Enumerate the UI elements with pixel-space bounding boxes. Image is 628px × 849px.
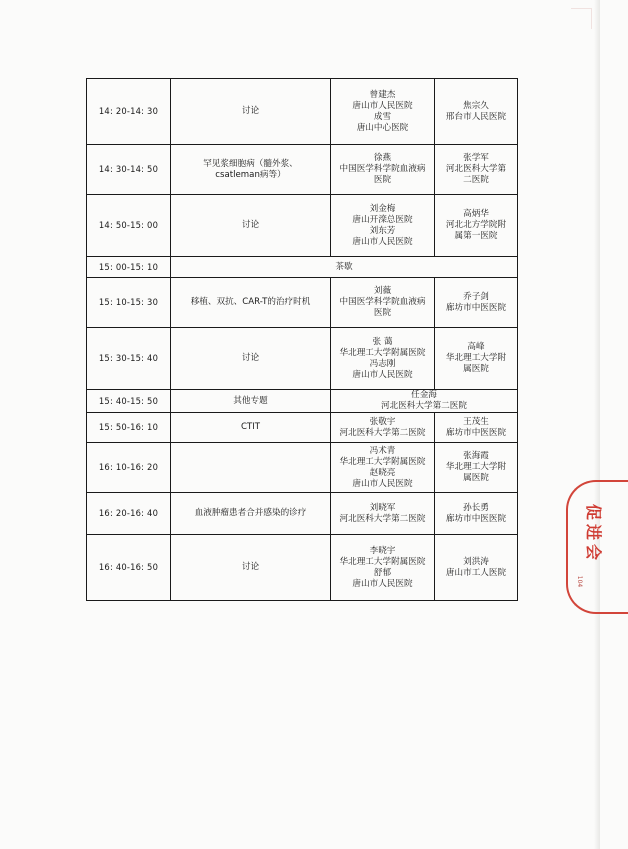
chair-cell-line: 华北理工大学附 bbox=[445, 353, 507, 363]
time-slot: 15: 40-15: 50 bbox=[87, 390, 171, 413]
page-edge bbox=[594, 0, 600, 849]
time-slot: 16: 40-16: 50 bbox=[87, 535, 171, 601]
speaker-cell bbox=[331, 413, 435, 443]
time-slot: 14: 30-14: 50 bbox=[87, 145, 171, 195]
speaker-cell-line: 唐山市人民医院 bbox=[352, 478, 413, 489]
speaker-cell-line: 唐山市人民医院 bbox=[352, 236, 413, 247]
speaker-cell-line: 中国医学科学院血液病 bbox=[339, 297, 426, 307]
table-row bbox=[87, 390, 518, 413]
speaker-cell-line: 赵晓亮 bbox=[369, 467, 396, 478]
chair-cell-line: 廊坊市中医医院 bbox=[445, 513, 507, 524]
chair-cell bbox=[435, 443, 518, 493]
speaker-cell-line: 张敬宇 bbox=[369, 416, 396, 427]
speaker-cell bbox=[331, 328, 435, 390]
topic-cell bbox=[171, 79, 331, 145]
seal-number: 104 bbox=[576, 575, 584, 588]
chair-cell-line: 廊坊市中医医院 bbox=[445, 302, 507, 313]
corner-mark bbox=[571, 8, 592, 29]
chair-cell bbox=[435, 145, 518, 195]
chair-cell-line: 王茂生 bbox=[463, 416, 489, 427]
table-row bbox=[87, 257, 518, 278]
chair-cell-line: 焦宗久 bbox=[463, 100, 489, 111]
speaker-cell bbox=[331, 195, 435, 257]
chair-cell bbox=[435, 328, 518, 390]
speaker-cell-line: 刘金梅 bbox=[369, 203, 396, 214]
chair-cell bbox=[435, 535, 518, 601]
topic-cell bbox=[171, 535, 331, 601]
red-seal-stamp bbox=[566, 480, 628, 614]
speaker-cell-line: 河北医科大学第二医院 bbox=[339, 513, 426, 524]
table-row bbox=[87, 195, 518, 257]
speaker-cell-line: 华北理工大学附属医院 bbox=[339, 347, 426, 358]
topic-cell-line: CTIT bbox=[240, 422, 261, 432]
chair-cell-line: 邢台市人民医院 bbox=[445, 111, 507, 122]
schedule-table bbox=[86, 78, 518, 601]
speaker-cell-line: 唐山市人民医院 bbox=[352, 369, 413, 380]
speaker-cell-line: 李晓宇 bbox=[369, 545, 396, 556]
chair-cell bbox=[435, 79, 518, 145]
speaker-cell-line: 河北医科大学第二医院 bbox=[339, 427, 426, 438]
chair-cell-line: 河北医科大学第 bbox=[445, 164, 507, 174]
speaker-chair-cell bbox=[331, 390, 518, 413]
speaker-cell-line: 唐山市人民医院 bbox=[352, 578, 413, 589]
time-slot: 16: 20-16: 40 bbox=[87, 493, 171, 535]
time-slot: 14: 50-15: 00 bbox=[87, 195, 171, 257]
topic-cell bbox=[171, 390, 331, 413]
speaker-cell bbox=[331, 535, 435, 601]
time-slot: 15: 50-16: 10 bbox=[87, 413, 171, 443]
speaker-cell bbox=[331, 79, 435, 145]
table-row bbox=[87, 145, 518, 195]
chair-cell-line: 高炳华 bbox=[463, 209, 489, 219]
chair-cell bbox=[435, 493, 518, 535]
table-row bbox=[87, 535, 518, 601]
topic-cell-line: 讨论 bbox=[241, 562, 260, 572]
seal-text: 促进会 bbox=[584, 504, 603, 565]
speaker-cell-line: 中国医学科学院血液病 bbox=[339, 164, 426, 174]
table-row bbox=[87, 413, 518, 443]
time-slot: 15: 30-15: 40 bbox=[87, 328, 171, 390]
topic-cell bbox=[171, 443, 331, 493]
chair-cell-line: 廊坊市中医医院 bbox=[445, 427, 507, 438]
speaker-cell-line: 张 蔼 bbox=[372, 336, 393, 347]
chair-cell-line: 属医院 bbox=[463, 473, 489, 483]
speaker-cell-line: 唐山中心医院 bbox=[356, 122, 409, 133]
topic-cell-line: 其他专题 bbox=[233, 395, 268, 406]
speaker-cell bbox=[331, 493, 435, 535]
speaker-cell-line: 刘晓军 bbox=[369, 502, 396, 513]
table-row bbox=[87, 278, 518, 328]
topic-cell-line: 罕见浆细胞病（髓外浆、 bbox=[203, 158, 298, 169]
speaker-cell-line: 刘东芳 bbox=[369, 225, 396, 236]
chair-cell-line: 张学军 bbox=[463, 153, 489, 163]
topic-cell bbox=[171, 195, 331, 257]
chair-cell-line: 属医院 bbox=[463, 364, 489, 374]
table-row bbox=[87, 493, 518, 535]
topic-cell-line: 讨论 bbox=[241, 106, 260, 116]
chair-cell-line: 孙长勇 bbox=[463, 502, 489, 513]
speaker-cell-line: 华北理工大学附属医院 bbox=[339, 456, 426, 467]
topic-cell bbox=[171, 278, 331, 328]
table-row bbox=[87, 328, 518, 390]
speaker-cell-line: 唐山开滦总医院 bbox=[352, 214, 413, 225]
topic-cell bbox=[171, 413, 331, 443]
table-row bbox=[87, 443, 518, 493]
time-slot: 14: 20-14: 30 bbox=[87, 79, 171, 145]
speaker-cell-line: 唐山市人民医院 bbox=[352, 100, 413, 111]
time-slot: 16: 10-16: 20 bbox=[87, 443, 171, 493]
time-slot: 15: 00-15: 10 bbox=[87, 257, 171, 278]
chair-cell bbox=[435, 278, 518, 328]
speaker-cell-line: 成雪 bbox=[373, 111, 392, 122]
speaker-cell-line: 冯志刚 bbox=[369, 358, 396, 369]
speaker-cell-line: 华北理工大学附属医院 bbox=[339, 556, 426, 567]
speaker-cell-line: 医院 bbox=[373, 175, 392, 185]
chair-cell-line: 河北北方学院附 bbox=[445, 220, 507, 230]
topic-cell-line: csatleman病等） bbox=[215, 169, 286, 180]
chair-cell-line: 属第一医院 bbox=[454, 231, 498, 241]
speaker-cell-line: 医院 bbox=[373, 308, 392, 318]
topic-cell bbox=[171, 145, 331, 195]
speaker-cell bbox=[331, 443, 435, 493]
speaker-cell bbox=[331, 278, 435, 328]
speaker-cell-line: 刘薇 bbox=[373, 286, 392, 296]
topic-cell bbox=[171, 493, 331, 535]
chair-cell-line: 华北理工大学附 bbox=[445, 462, 507, 472]
speaker-cell-line: 徐燕 bbox=[373, 153, 392, 163]
topic-cell-line: 移植、双抗、CAR-T的治疗时机 bbox=[190, 297, 311, 307]
topic-cell-line: 讨论 bbox=[241, 220, 260, 230]
chair-cell bbox=[435, 413, 518, 443]
chair-cell bbox=[435, 195, 518, 257]
speaker-chair-cell-line: 河北医科大学第二医院 bbox=[381, 401, 467, 411]
time-slot: 15: 10-15: 30 bbox=[87, 278, 171, 328]
topic-cell-line: 血液肿瘤患者合并感染的诊疗 bbox=[194, 508, 307, 518]
speaker-cell bbox=[331, 145, 435, 195]
speaker-cell-line: 舒郁 bbox=[373, 567, 392, 578]
topic-cell-line: 讨论 bbox=[241, 353, 260, 363]
chair-cell-line: 高峰 bbox=[467, 342, 485, 352]
chair-cell-line: 二医院 bbox=[463, 175, 489, 185]
break-cell: 茶歇 bbox=[171, 257, 518, 278]
chair-cell-line: 唐山市工人医院 bbox=[445, 567, 507, 578]
chair-cell-line: 张海霞 bbox=[463, 451, 489, 461]
chair-cell-line: 乔子剑 bbox=[463, 291, 489, 302]
speaker-chair-cell-line: 任金海 bbox=[411, 390, 437, 400]
speaker-cell-line: 曾建杰 bbox=[369, 89, 396, 100]
chair-cell-line: 刘洪涛 bbox=[463, 556, 489, 567]
table-row bbox=[87, 79, 518, 145]
speaker-cell-line: 冯术青 bbox=[369, 445, 396, 456]
topic-cell bbox=[171, 328, 331, 390]
